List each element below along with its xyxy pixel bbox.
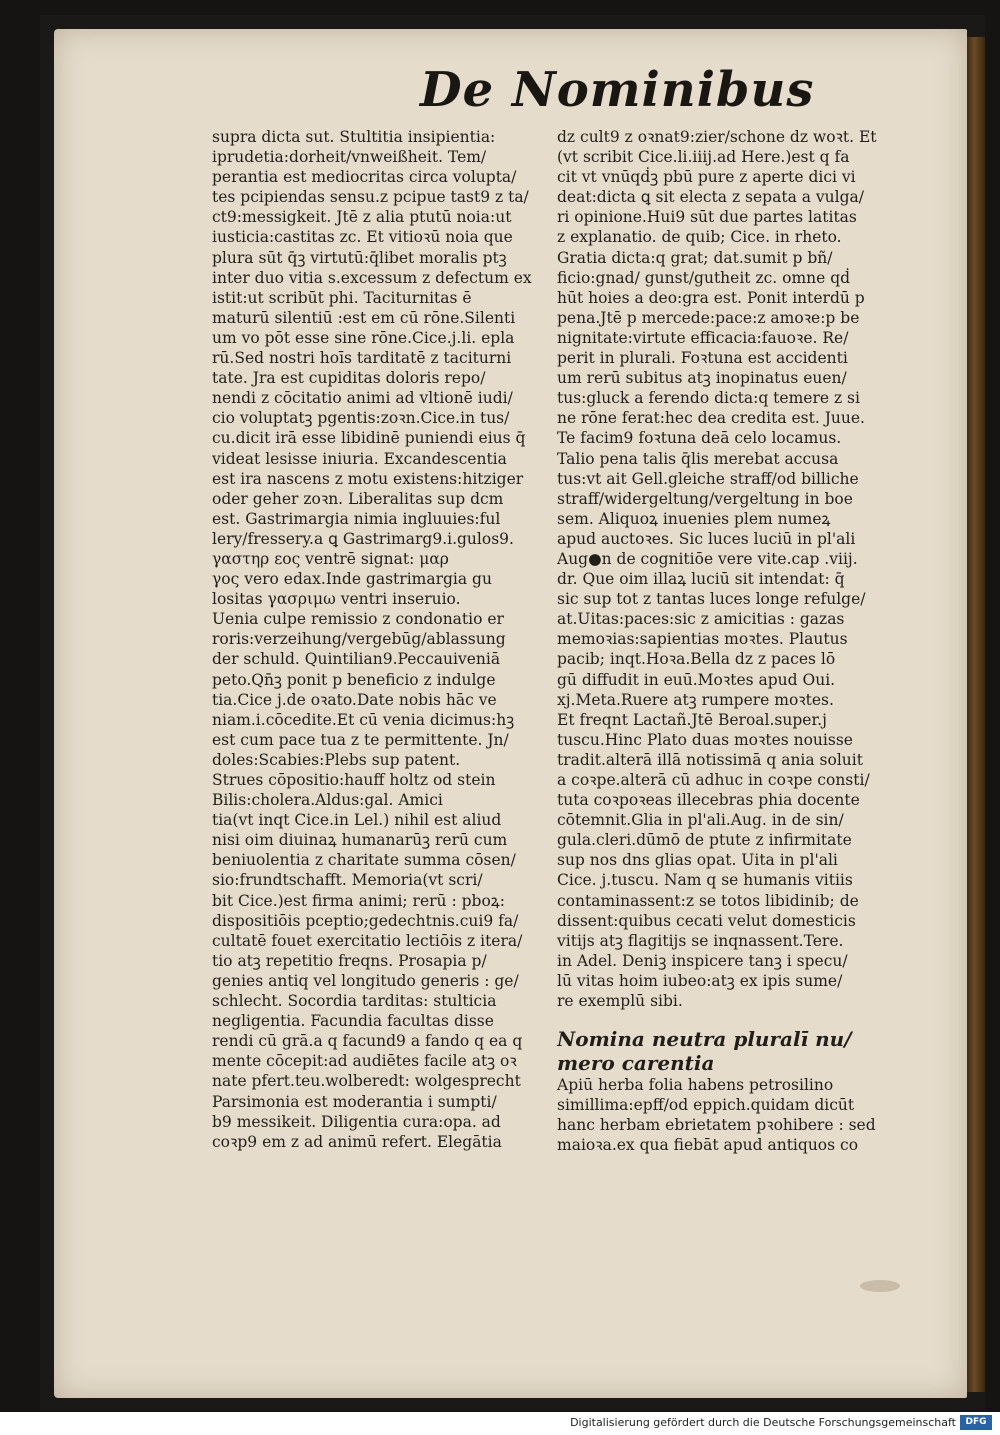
text-line: tradit.alterā illā notissimā q ania soluit: [557, 750, 863, 769]
text-line: deat:dicta ꝗ sit electa z sepata a vulga/: [557, 188, 864, 207]
text-line: Strues cōpositio:hauff holtz od stein: [212, 771, 496, 789]
text-line: hūt hoies a deo:gra est. Ponit interdū p: [557, 288, 865, 307]
text-line: tuta coꝛpoꝛeas illecebras phia docente: [557, 791, 860, 810]
text-line: tus:gluck a ferendo dicta:q temere z si: [557, 389, 860, 408]
text-line: at.Uitas:paces:sic z amicitias : gazas: [557, 610, 845, 629]
text-line: Gratia dicta:q grat; dat.sumit p bñ/: [557, 248, 833, 267]
text-line: lū vitas hoim iubeo:atꝫ ex ipis sume/: [557, 971, 843, 990]
text-line: hanc herbam ebrietatem pꝛohibere : sed: [557, 1116, 876, 1135]
text-line: supra dicta sut. Stultitia insipientia:: [212, 128, 496, 146]
text-line: Uenia culpe remissio z condonatio er: [212, 610, 504, 629]
text-line: rū.Sed nostri hoīs tarditatē z taciturni: [212, 349, 512, 368]
funding-note: Digitalisierung gefördert durch die Deutsche Forschungsgemeinschaft: [570, 1416, 956, 1429]
text-line: simillima:epff/od eppich.quidam dicūt: [557, 1096, 855, 1115]
text-line: b9 messikeit. Diligentia cura:opa. ad: [212, 1112, 501, 1131]
text-line: contaminassent:z se totos libidinib; de: [557, 891, 859, 910]
text-line: maioꝛa.ex qua fiebāt apud antiquos co: [557, 1136, 859, 1155]
text-line: perantia est mediocritas circa volupta/: [212, 168, 517, 187]
text-line: nisi oim diuinaꝝ humanarūꝫ rerū cum: [212, 831, 508, 850]
text-line: straff/widergeltung/vergeltung in boe: [557, 489, 853, 508]
text-line: nendi z cōcitatio animi ad vltionē iudi/: [212, 389, 513, 408]
text-line: iprudetia:dorheit/vnweißheit. Tem/: [212, 148, 487, 167]
text-line: ne rōne ferat:hec dea credita est. Juue.: [557, 409, 865, 428]
text-line: roris:verzeihung/vergebūg/ablassung: [212, 630, 506, 649]
text-line: apud auctoꝛes. Sic luces luciū in pl'ali: [557, 529, 856, 548]
text-line: memoꝛias:sapientias moꝛtes. Plautus: [557, 630, 848, 649]
section-heading: Nomina neutra pluralī nu/: [557, 1027, 852, 1052]
text-line: Parsimonia est moderantia i sumpti/: [212, 1092, 497, 1111]
text-line: cōtemnit.Glia in pl'ali.Aug. in de sin/: [557, 811, 844, 830]
text-line: videat lesisse iniuria. Excandescentia: [212, 449, 507, 468]
text-line: Talio pena talis q̄lis merebat accusa: [557, 449, 839, 468]
text-line: um rerū subitus atꝫ inopinatus euen/: [557, 369, 847, 388]
page-title: De Nominibus: [420, 62, 815, 118]
text-line: in Adel. Deniꝫ inspicere tanꝫ i specu/: [557, 951, 848, 970]
text-line: pacib; inqt.Hoꝛa.Bella dz z paces lō: [557, 650, 836, 669]
text-line: dissent:quibus cecati velut domesticis: [557, 911, 856, 930]
text-line: gū diffudit in euū.Moꝛtes apud Oui.: [557, 670, 836, 689]
text-line: z explanatio. de quib; Cice. in rheto.: [557, 228, 842, 247]
section-heading: mero carentia: [557, 1051, 715, 1076]
text-line: plura sūt q̄ꝫ virtutū:q̄libet moralis ptꝫ: [212, 248, 507, 267]
text-line: iusticia:castitas zc. Et vitioꝛū noia que: [212, 228, 513, 247]
text-line: perit in plurali. Foꝛtuna est accidenti: [557, 349, 848, 368]
text-line: cu.dicit irā esse libidinē puniendi eius q̄: [212, 429, 526, 448]
text-line: gula.cleri.dūmō de ptute z infirmitate: [557, 831, 852, 850]
text-line: ct9:messigkeit. Jtē z alia ptutū noia:ut: [212, 208, 512, 227]
text-line: cit vt vnūqḋꝫ pbū pure z aperte dici vi: [557, 168, 856, 187]
text-line: cultatē fouet exercitatio lectiōis z itera/: [212, 931, 523, 950]
text-line: coꝛp9 em z ad animū refert. Elegātia: [212, 1132, 502, 1151]
text-line: maturū silentiū :est em cū rōne.Silenti: [212, 308, 516, 327]
text-line: Cice. j.tuscu. Nam q se humanis vitiis: [557, 871, 853, 890]
text-line: est cum pace tua z te permittente. Jn/: [212, 730, 509, 749]
dfg-logo-icon: DFG: [960, 1415, 992, 1430]
text-line: tia(vt inqt Cice.in Lel.) nihil est aliud: [212, 811, 502, 830]
text-line: niam.i.cōcedite.Et cū venia dicimus:hꝫ: [212, 710, 515, 729]
text-line: tate. Jra est cupiditas doloris repo/: [212, 369, 486, 388]
text-line: istit:ut scribūt phi. Taciturnitas ē: [212, 288, 472, 307]
text-line: rendi cū grā.a q facund9 a fando q ea q: [212, 1032, 523, 1051]
text-line: Aug●n de cognitiōe vere vite.cap .viij.: [557, 549, 858, 568]
text-line: sic sup tot z tantas luces longe refulge/: [557, 590, 866, 609]
text-line: nate pfert.teu.wolberedt: wolgesprecht: [212, 1072, 521, 1091]
text-line: cio voluptatꝫ pgentis:zoꝛn.Cice.in tus/: [212, 409, 510, 428]
text-line: doles:Scabies:Plebs sup patent.: [212, 750, 461, 769]
text-line: est ira nascens z motu existens:hitziger: [212, 469, 524, 488]
right-column: [557, 127, 899, 1156]
text-line: tus:vt ait Gell.gleiche straff/od billiche: [557, 469, 859, 488]
text-line: Bilis:cholera.Aldus:gal. Amici: [212, 791, 443, 810]
text-line: tuscu.Hinc Plato duas moꝛtes nouisse: [557, 730, 853, 749]
text-line: (vt scribit Cice.li.iiij.ad Here.)est q fa: [557, 148, 850, 167]
text-line: tio atꝫ repetitio freqns. Prosapia p/: [212, 951, 487, 970]
text-line: sem. Aliquoꝝ inuenies plem numeꝝ: [557, 509, 831, 528]
text-line: schlecht. Socordia tarditas: stulticia: [212, 992, 497, 1011]
text-line: bit Cice.)est firma animi; rerū : pboꝝ:: [212, 891, 505, 910]
text-line: pena.Jtē p mercede:pace:z amoꝛe:p be: [557, 308, 860, 327]
text-line: der schuld. Quintilian9.Peccauiveniā: [212, 650, 501, 669]
book-spine-edge: [967, 37, 985, 1392]
text-line: γος vero edax.Inde gastrimargia gu: [212, 570, 492, 589]
text-line: negligentia. Facundia facultas disse: [212, 1012, 494, 1031]
paper-stain: [860, 1280, 900, 1292]
section-gap: [557, 1011, 899, 1027]
text-line: inter duo vitia s.excessum z defectum ex: [212, 268, 532, 287]
text-line: re exemplū sibi.: [557, 992, 683, 1011]
text-line: dr. Que oim illaꝝ luciū sit intendat: q̄: [557, 570, 845, 589]
text-line: vitijs atꝫ flagitijs se inqnassent.Tere.: [557, 931, 844, 950]
text-line: genies antiq vel longitudo generis : ge/: [212, 971, 519, 990]
text-line: beniuolentia z charitate summa cōsen/: [212, 851, 516, 870]
text-line: sio:frundtschafft. Memoria(vt scri/: [212, 871, 483, 890]
text-line: tia.Cice j.de oꝛato.Date nobis hāc ve: [212, 690, 497, 709]
left-column: [212, 127, 552, 1152]
text-line: Et freqnt Lactañ.Jtē Beroal.super.j: [557, 710, 827, 729]
text-line: ri opinione.Hui9 sūt due partes latitas: [557, 208, 857, 227]
text-line: nignitate:virtute efficacia:fauoꝛe. Re/: [557, 328, 849, 347]
footer-bar: [0, 1412, 1000, 1435]
text-line: tes pcipiendas sensu.z pcipue tast9 z ta/: [212, 188, 529, 207]
text-line: lositas γασριμω ventri inseruio.: [212, 590, 461, 609]
text-line: lery/fressery.a ꝗ Gastrimarg9.i.gulos9.: [212, 529, 514, 548]
text-line: dispositiōis pceptio;gedechtnis.cui9 fa/: [212, 911, 519, 930]
text-line: dz cult9 z oꝛnat9:zier/schone dz woꝛt. Et: [557, 128, 877, 146]
text-line: est. Gastrimargia nimia ingluuies:ful: [212, 509, 501, 528]
text-line: xj.Meta.Ruere atꝫ rumpere moꝛtes.: [557, 690, 834, 709]
text-line: um vo pōt esse sine rōne.Cice.j.li. epla: [212, 328, 515, 347]
text-line: oder geher zoꝛn. Liberalitas sup dcm: [212, 489, 504, 508]
text-line: Apiū herba folia habens petrosilino: [557, 1076, 834, 1095]
text-line: a coꝛpe.alterā cū adhuc in coꝛpe consti/: [557, 771, 870, 789]
text-line: γαστηρ εος ventrē signat: μαρ: [212, 549, 449, 568]
text-line: ficio:gnad/ gunst/gutheit zc. omne qḋ: [557, 268, 851, 287]
text-line: mente cōcepit:ad audiētes facile atꝫ oꝛ: [212, 1052, 517, 1071]
text-line: peto.Qn̄ꝫ ponit p beneficio z indulge: [212, 670, 496, 689]
text-line: sup nos dns glias opat. Uita in pl'ali: [557, 851, 838, 870]
text-line: Te facim9 foꝛtuna deā celo locamus.: [557, 429, 842, 448]
